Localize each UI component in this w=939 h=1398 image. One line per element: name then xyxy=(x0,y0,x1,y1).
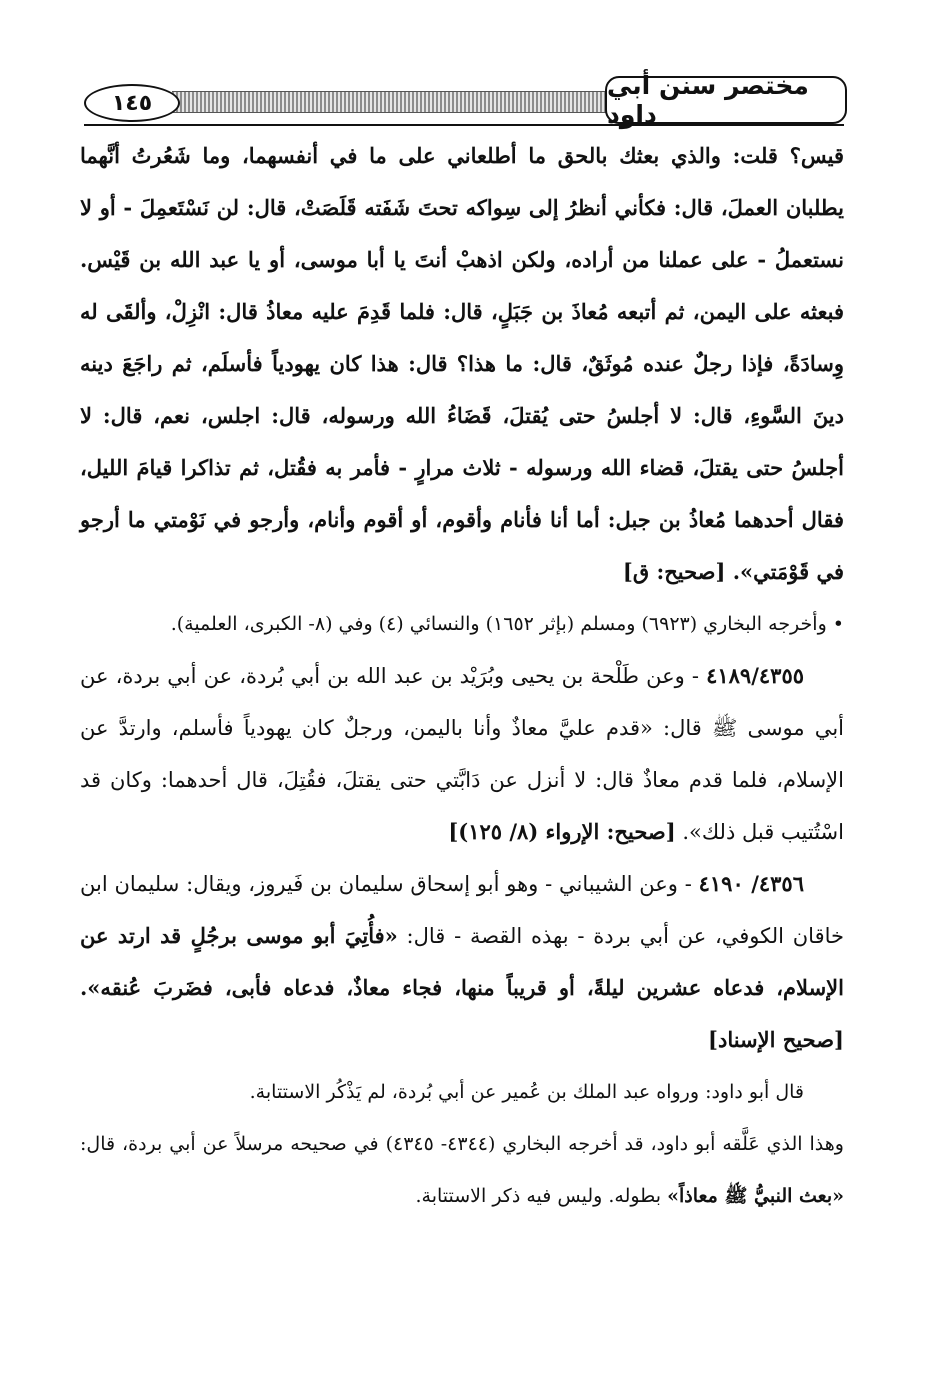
header-rule xyxy=(84,124,844,126)
book-title: مختصر سنن أبي داود xyxy=(605,76,847,124)
quoted-text: «بعث النبيُّ ﷺ معاذاً» xyxy=(667,1185,844,1207)
hadith-grade: [صحيح الإسناد] xyxy=(708,1027,844,1052)
header-hatch-band xyxy=(172,91,608,113)
takhrij-note: • وأخرجه البخاري (٦٩٢٣) ومسلم (بإثر ١٦٥٢) والنسائي (٤) وفي (٨- الكبرى، العلمية). xyxy=(170,613,844,635)
hadith-4356 xyxy=(80,858,844,1066)
hadith-4355 xyxy=(80,650,844,858)
hadith-grade: [صحيح: ق] xyxy=(622,559,726,584)
note-text: بطوله. وليس فيه ذكر الاستتابة. xyxy=(415,1185,668,1207)
abu-dawud-comment: قال أبو داود: ورواه عبد الملك بن عُمير عن أبي بُردة، لم يَذْكُر الاستتابة. xyxy=(249,1081,804,1103)
hadith-number: ٤٣٥٦/ ٤١٩٠ xyxy=(698,871,804,896)
hadith-text: قيس؟ قلت: والذي بعثك بالحق ما أطلعاني على ما في أنفسهما، وما شَعُرتُ أنَّهما يطلبان العملَ، قال: فكأني أنظرُ إلى سِواكه تحتَ شَفَته قَلَصَتْ، قال: لن نَسْتَعمِلَ - أو لا نستعملُ - على عملنا من أراده، ولكن اذهبْ أنتَ يا أبا موسى، أو يا عبد الله بن قَيْس. فبعثه على اليمن، ثم أتبعه مُعاذَ بن جَبَلٍ، قال: فلما قَدِمَ عليه معاذُ قال: انْزِلْ، وألقَى له وِسادَةً، فإذا رجلٌ عنده مُوثَقٌ، قال: ما هذا؟ قال: هذا كان يهودياً فأسلَم، ثم راجَعَ دينه دينَ السَّوءِ، قال: لا أجلسُ حتى يُقتلَ، قَضَاءُ الله ورسوله، قال: اجلس، نعم، قال: لا أجلسُ حتى يقتلَ، قضاء الله ورسوله - ثلاث مرارٍ - فأمر به فقُتل، ثم تذاكرا قيامَ الليل، فقال أحدهما مُعاذُ بن جبل: أما أنا فأنام وأقوم، أو أقوم وأنام، وأرجو في نَوْمتي ما أرجو في قَوْمَتي». xyxy=(80,143,844,584)
page-body xyxy=(80,130,844,1370)
takhrij-note-bukhari xyxy=(80,1118,844,1222)
hadith-number: ٤١٨٩/٤٣٥٥ xyxy=(706,663,804,688)
hadith-grade: [صحيح: الإرواء (٨/ ١٢٥)] xyxy=(448,819,676,844)
running-header xyxy=(0,0,939,130)
hadith-text: - وعن طَلْحة بن يحيى وبُرَيْد بن عبد الله بن أبي بُردة، عن أبي بردة، عن أبي موسى ﷺ قال: «قدم عليَّ معاذٌ وأنا باليمن، ورجلٌ كان يهودياً فأسلم، وارتدَّ عن الإسلام، فلما قدم معاذٌ قال: لا أنزل عن دَابَّتي حتى يقتلَ، فقُتِلَ، قال أحدهما: وكان قد اسْتُتيب قبل ذلك». xyxy=(80,664,844,844)
hadith-text: «فأُتِيَ أبو موسى برجُلٍ قد ارتد عن الإسلام، فدعاه عشرين ليلةً، أو قريباً منها، فجاء معاذٌ، فدعاه فأبى، فضَربَ عُنقه». xyxy=(80,923,844,1000)
page-number: ١٤٥ xyxy=(84,84,180,122)
hadith-intro: - وعن الشيباني - وهو أبو إسحاق سليمان بن فَيروز، ويقال: سليمان ابن خاقان الكوفي، عن أبي بردة - بهذه القصة - قال: xyxy=(80,872,844,948)
hadith-4354-continuation xyxy=(80,130,844,598)
note-text: وهذا الذي عَلَّقه أبو داود، قد أخرجه البخاري (٤٣٤٤- ٤٣٤٥) في صحيحه مرسلاً عن أبي بردة، قال: xyxy=(80,1133,844,1155)
